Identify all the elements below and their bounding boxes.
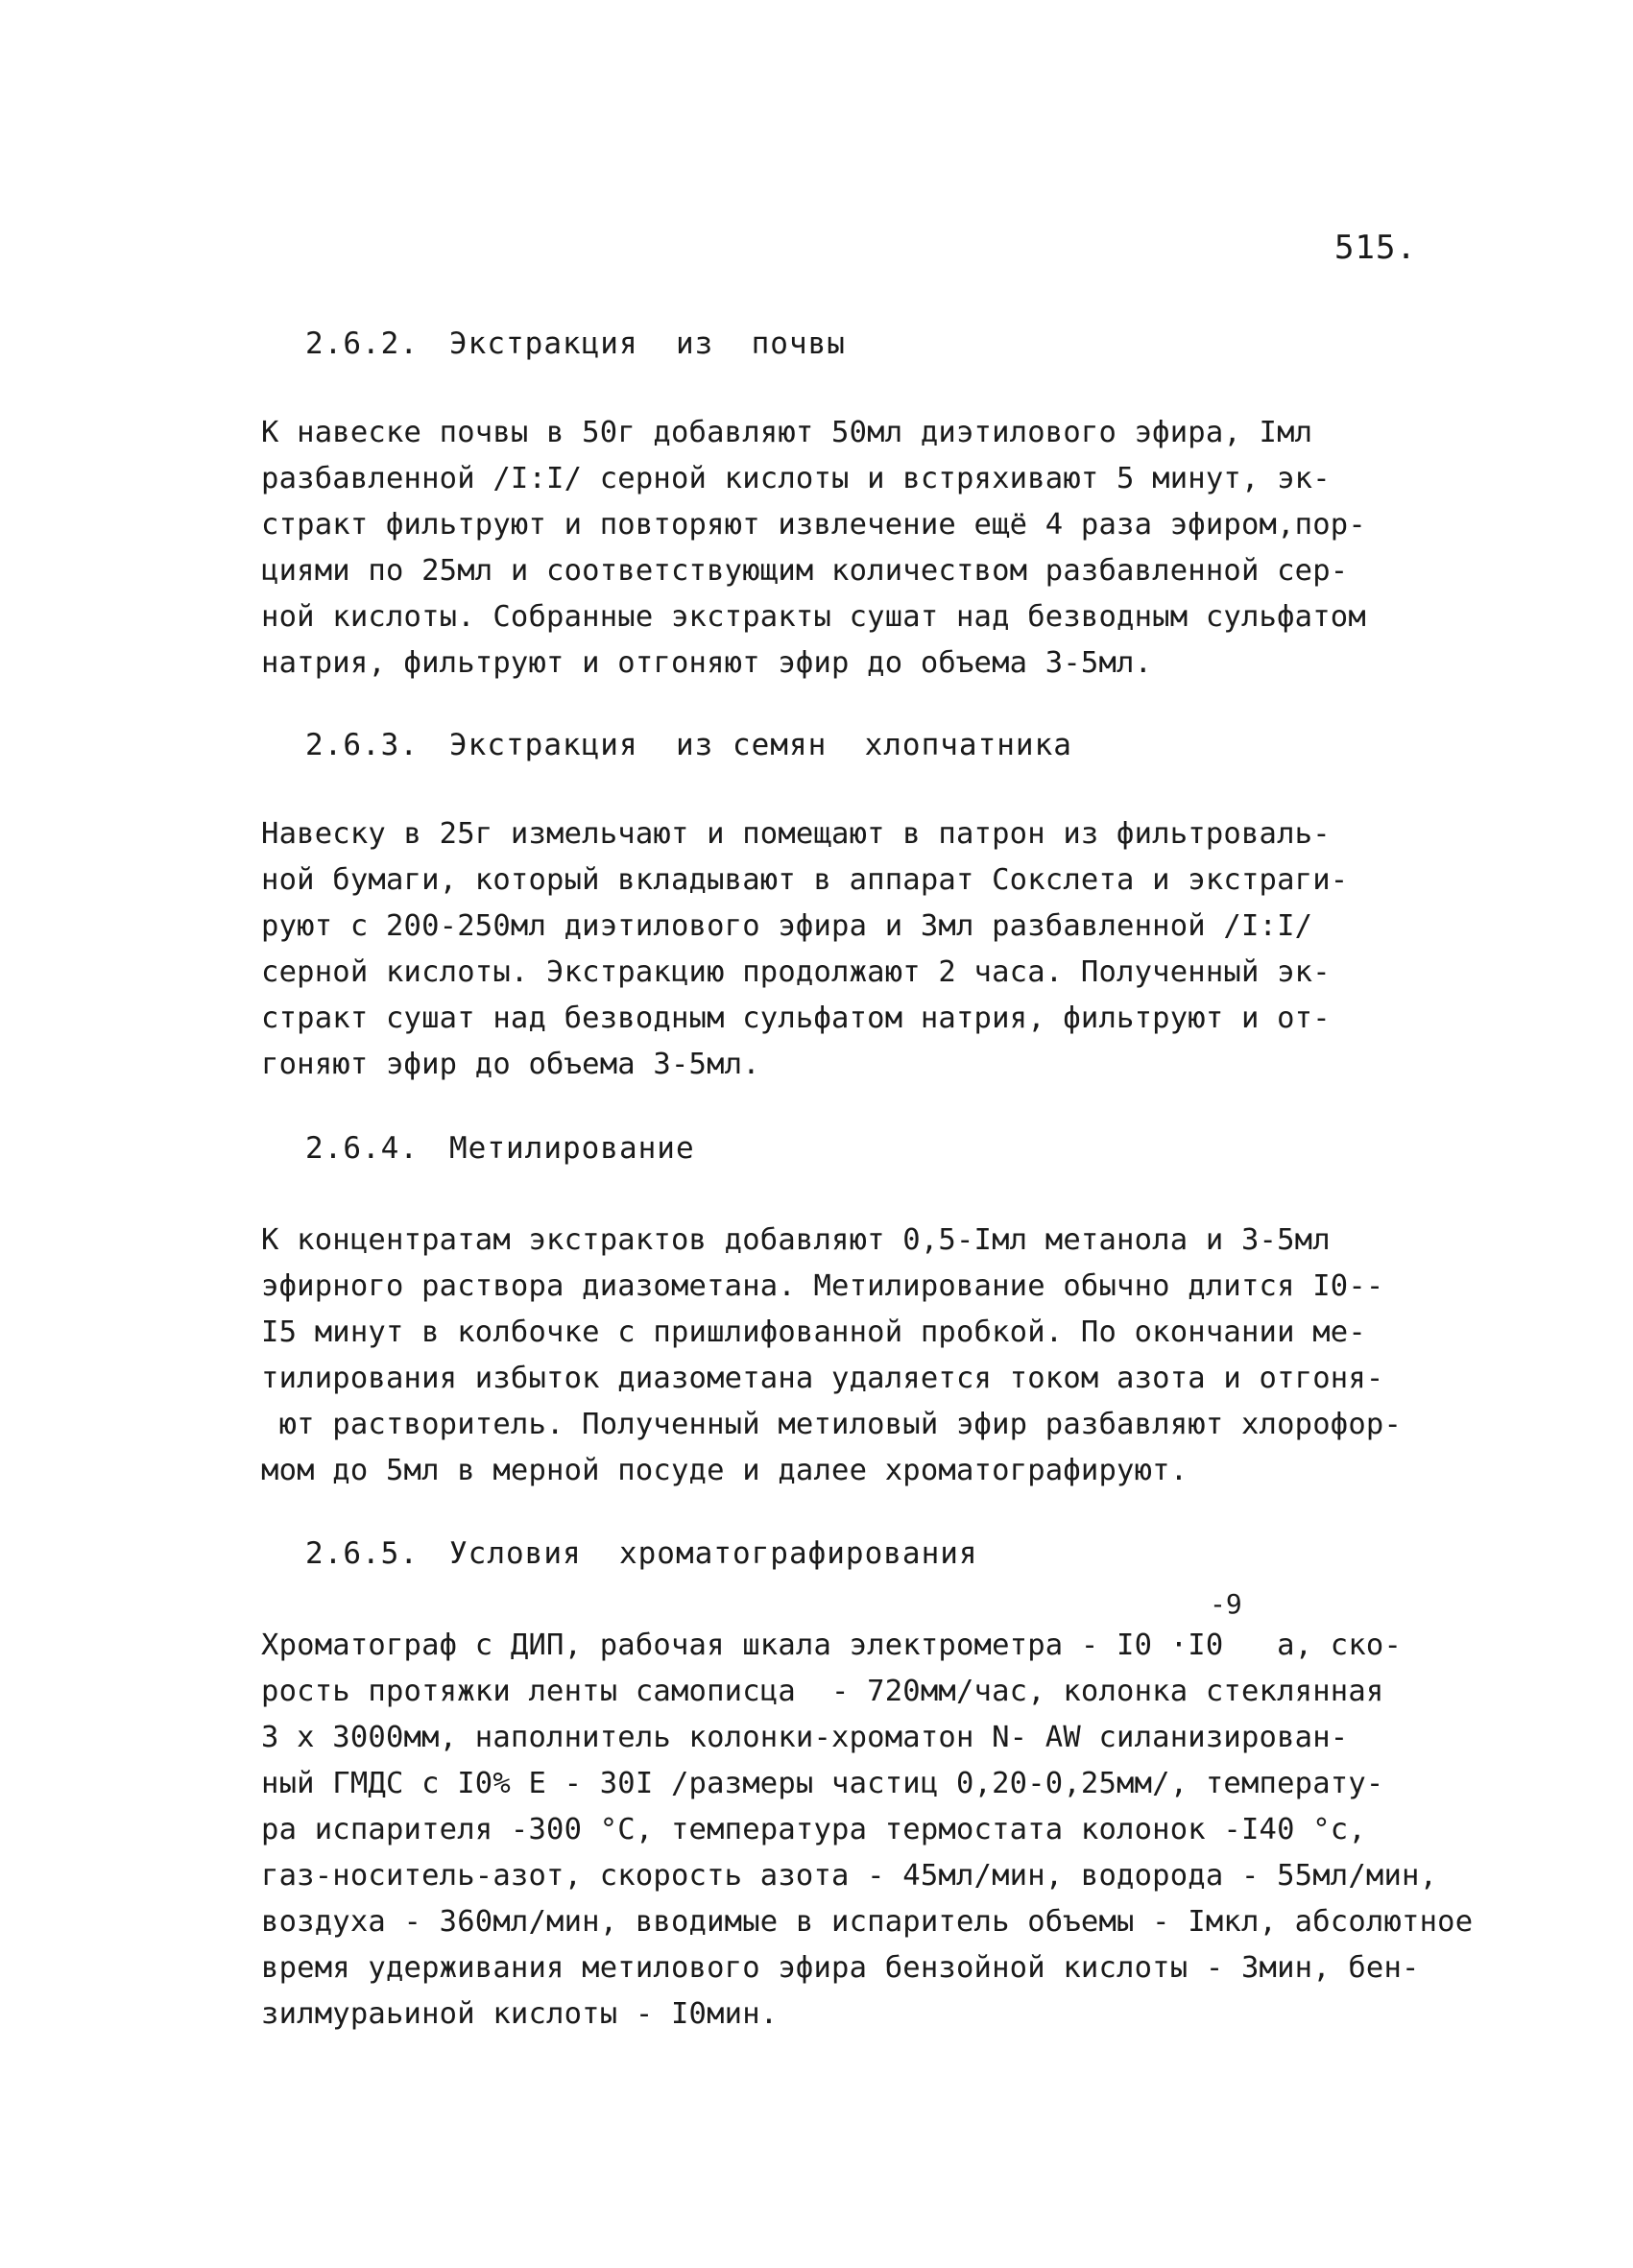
section-number: 2.6.3. xyxy=(305,728,419,762)
section-title: Условия хроматографирования xyxy=(449,1536,978,1571)
text-line: ной бумаги, который вкладывают в аппарат Сокслета и экстраги- xyxy=(261,863,1349,897)
text-line: серной кислоты. Экстракцию продолжают 2 часа. Полученный эк- xyxy=(261,955,1331,989)
paragraph-chromatography-conditions xyxy=(261,1588,1500,2038)
text-line: стракт фильтруют и повторяют извлечение ещё 4 раза эфиром,пор- xyxy=(261,508,1366,542)
section-number: 2.6.5. xyxy=(305,1536,419,1571)
section-title: Метилирование xyxy=(449,1131,695,1166)
paragraph-soil-extraction xyxy=(261,410,1500,687)
text-line: ют растворитель. Полученный метиловый эфир разбавляют хлорофор- xyxy=(261,1408,1403,1441)
text-line: газ-носитель-азот, скорость азота - 45мл/мин, водорода - 55мл/мин, xyxy=(261,1859,1438,1893)
text-line: стракт сушат над безводным сульфатом натрия, фильтруют и от- xyxy=(261,1001,1331,1035)
text-line: ра испарителя -300 °С, температура термостата колонок -I40 °с, xyxy=(261,1813,1366,1846)
text-line: воздуха - 360мл/мин, вводимые в испаритель объемы - Iмкл, абсолютное xyxy=(261,1905,1474,1939)
section-title: Экстракция из семян хлопчатника xyxy=(449,728,1072,762)
section-title: Экстракция из почвы xyxy=(449,326,846,361)
text-line: гоняют эфир до объема 3-5мл. xyxy=(261,1048,760,1081)
text-line: мом до 5мл в мерной посуде и далее хроматографируют. xyxy=(261,1454,1189,1487)
text-line: рость протяжки ленты самописца - 720мм/час, колонка стеклянная xyxy=(261,1675,1384,1708)
text-line: К навеске почвы в 50г добавляют 50мл диэтилового эфира, Iмл xyxy=(261,416,1313,449)
section-number: 2.6.2. xyxy=(305,326,419,361)
text-line: натрия, фильтруют и отгоняют эфир до объема 3-5мл. xyxy=(261,646,1153,680)
text-line: циями по 25мл и соответствующим количеством разбавленной сер- xyxy=(261,554,1349,588)
section-heading-2-6-5 xyxy=(305,1536,978,1571)
page-number: 515. xyxy=(1334,229,1417,267)
text-line: зилмураьиной кислоты - I0мин. xyxy=(261,1997,779,2031)
section-heading-2-6-4 xyxy=(305,1131,695,1166)
text-line: ной кислоты. Собранные экстракты сушат над безводным сульфатом xyxy=(261,600,1366,634)
text-line: Хроматограф с ДИП, рабочая шкала электрометра - I0 ·I0 а, ско- xyxy=(261,1629,1403,1662)
text-line: время удерживания метилового эфира бензойной кислоты - 3мин, бен- xyxy=(261,1951,1420,1985)
text-line: тилирования избыток диазометана удаляется током азота и отгоня- xyxy=(261,1362,1384,1395)
text-line: 3 x 3000мм, наполнитель колонки-хроматон N- AW силанизирован- xyxy=(261,1721,1349,1754)
text-line: руют с 200-250мл диэтилового эфира и 3мл разбавленной /I:I/ xyxy=(261,909,1313,943)
text-line: ный ГМДС с I0% Е - 30I /размеры частиц 0,20-0,25мм/, температу- xyxy=(261,1767,1384,1800)
text-line: эфирного раствора диазометана. Метилирование обычно длится I0-- xyxy=(261,1269,1384,1303)
paragraph-methylation xyxy=(261,1218,1500,1494)
text-line: Навеску в 25г измельчают и помещают в патрон из фильтроваль- xyxy=(261,817,1331,851)
text-line: К концентратам экстрактов добавляют 0,5-Iмл метанола и 3-5мл xyxy=(261,1223,1331,1257)
section-heading-2-6-3 xyxy=(305,728,1072,762)
paragraph-cottonseed-extraction xyxy=(261,811,1500,1088)
section-number: 2.6.4. xyxy=(305,1131,419,1166)
text-line: I5 минут в колбочке с пришлифованной пробкой. По окончании ме- xyxy=(261,1315,1366,1349)
exponent-superscript: -9 xyxy=(1210,1588,1242,1620)
section-heading-2-6-2 xyxy=(305,326,846,361)
text-line: разбавленной /I:I/ серной кислоты и встряхивают 5 минут, эк- xyxy=(261,462,1331,495)
